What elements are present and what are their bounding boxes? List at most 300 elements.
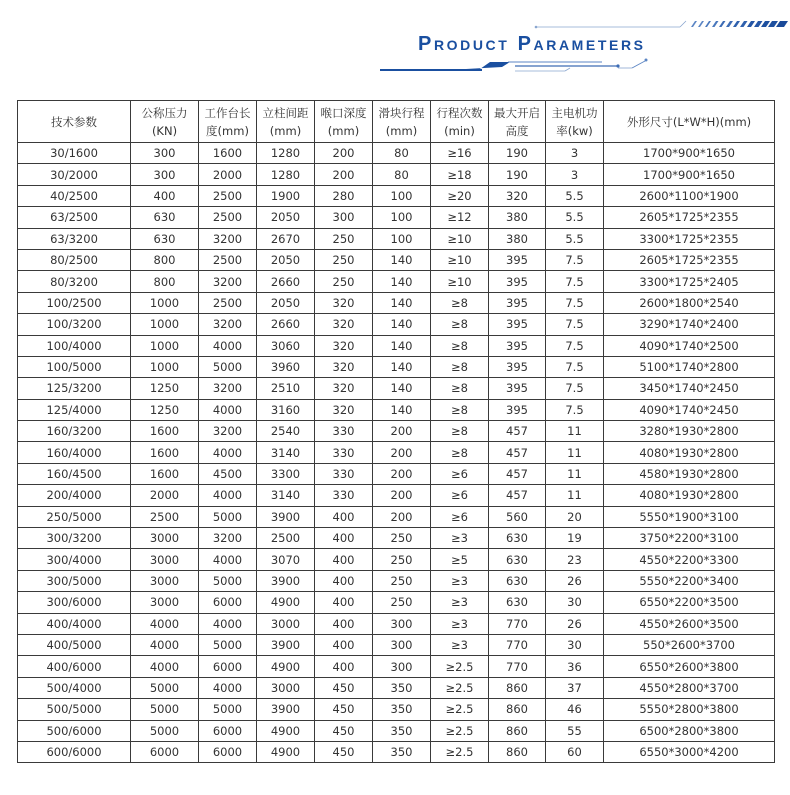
- table-cell: 400: [315, 656, 373, 677]
- table-cell: 7.5: [546, 314, 604, 335]
- table-cell: 7.5: [546, 249, 604, 270]
- table-cell: 5000: [199, 506, 257, 527]
- table-cell: 2500: [131, 506, 199, 527]
- table-cell: 7.5: [546, 356, 604, 377]
- table-cell: 3200: [199, 314, 257, 335]
- table-cell: 2500: [199, 207, 257, 228]
- table-cell: 457: [489, 421, 546, 442]
- table-cell: 320: [315, 378, 373, 399]
- table-cell: ≥12: [431, 207, 489, 228]
- table-cell: 320: [315, 335, 373, 356]
- table-cell: 1700*900*1650: [604, 164, 775, 185]
- table-cell: 6550*2200*3500: [604, 592, 775, 613]
- table-cell: ≥6: [431, 506, 489, 527]
- table-row: [18, 228, 775, 249]
- table-cell: 80: [373, 143, 431, 164]
- table-cell: 4900: [257, 720, 315, 741]
- header-text: (KN): [151, 123, 178, 138]
- table-cell: 3750*2200*3100: [604, 528, 775, 549]
- banner-node-icon: [616, 64, 619, 67]
- table-cell: 3000: [131, 592, 199, 613]
- table-cell: ≥10: [431, 228, 489, 249]
- table-cell: 400/5000: [18, 634, 131, 655]
- table-cell: 46: [546, 699, 604, 720]
- table-cell: 4000: [199, 335, 257, 356]
- table-cell: 300/3200: [18, 528, 131, 549]
- table-cell: 3070: [257, 549, 315, 570]
- table-row: [18, 207, 775, 228]
- table-cell: 5550*2200*3400: [604, 570, 775, 591]
- table-cell: 630: [489, 528, 546, 549]
- table-cell: 4000: [199, 677, 257, 698]
- table-cell: 190: [489, 164, 546, 185]
- table-cell: 80/3200: [18, 271, 131, 292]
- table-cell: 300: [373, 634, 431, 655]
- table-cell: 560: [489, 506, 546, 527]
- table-cell: 3280*1930*2800: [604, 421, 775, 442]
- table-cell: 4550*2600*3500: [604, 613, 775, 634]
- table-cell: 400: [315, 506, 373, 527]
- table-cell: 3060: [257, 335, 315, 356]
- table-cell: 160/4000: [18, 442, 131, 463]
- table-row: [18, 634, 775, 655]
- table-cell: 860: [489, 699, 546, 720]
- table-cell: 320: [315, 292, 373, 313]
- table-cell: 6000: [199, 741, 257, 762]
- table-cell: 300/4000: [18, 549, 131, 570]
- table-cell: 2510: [257, 378, 315, 399]
- table-cell: 3900: [257, 570, 315, 591]
- table-cell: 630: [131, 207, 199, 228]
- table-cell: ≥8: [431, 442, 489, 463]
- table-cell: 5.5: [546, 185, 604, 206]
- table-cell: 2605*1725*2355: [604, 249, 775, 270]
- table-row: [18, 677, 775, 698]
- table-cell: 395: [489, 314, 546, 335]
- table-cell: 280: [315, 185, 373, 206]
- table-cell: ≥3: [431, 613, 489, 634]
- table-cell: 80/2500: [18, 249, 131, 270]
- table-cell: 26: [546, 613, 604, 634]
- table-cell: 320: [315, 356, 373, 377]
- table-cell: 395: [489, 378, 546, 399]
- table-cell: 400: [315, 528, 373, 549]
- table-cell: 300/5000: [18, 570, 131, 591]
- table-cell: 3200: [199, 228, 257, 249]
- table-cell: 770: [489, 656, 546, 677]
- table-cell: 2605*1725*2355: [604, 207, 775, 228]
- table-cell: 300: [131, 164, 199, 185]
- table-cell: 250: [315, 228, 373, 249]
- table-cell: ≥8: [431, 314, 489, 335]
- table-row: [18, 699, 775, 720]
- table-cell: 2050: [257, 207, 315, 228]
- header-text: 高度: [505, 123, 529, 138]
- table-cell: ≥8: [431, 292, 489, 313]
- table-cell: 4000: [199, 485, 257, 506]
- table-cell: 1900: [257, 185, 315, 206]
- table-cell: 3000: [257, 613, 315, 634]
- table-cell: 400: [315, 592, 373, 613]
- table-cell: ≥2.5: [431, 741, 489, 762]
- table-cell: 3: [546, 164, 604, 185]
- table-cell: 200/4000: [18, 485, 131, 506]
- header-text: 喉口深度: [320, 105, 367, 120]
- table-cell: 2500: [257, 528, 315, 549]
- table-cell: 770: [489, 634, 546, 655]
- table-cell: 800: [131, 249, 199, 270]
- banner-top-diagonal: [680, 21, 686, 27]
- header-text: 度(mm): [206, 123, 249, 138]
- table-cell: ≥20: [431, 185, 489, 206]
- table-cell: ≥8: [431, 421, 489, 442]
- header-text: 立柱间距: [262, 105, 309, 120]
- table-cell: 3000: [131, 570, 199, 591]
- table-cell: ≥18: [431, 164, 489, 185]
- table-cell: 350: [373, 720, 431, 741]
- table-cell: 200: [373, 421, 431, 442]
- table-cell: 5550*2800*3800: [604, 699, 775, 720]
- table-cell: 4900: [257, 592, 315, 613]
- table-cell: 140: [373, 249, 431, 270]
- table-cell: 300: [131, 143, 199, 164]
- table-cell: 100: [373, 228, 431, 249]
- table-cell: 450: [315, 699, 373, 720]
- header-throat-depth: [315, 101, 373, 143]
- table-cell: 6550*2600*3800: [604, 656, 775, 677]
- table-cell: 3000: [257, 677, 315, 698]
- header-text: (mm): [385, 123, 418, 138]
- table-cell: 80: [373, 164, 431, 185]
- table-cell: ≥6: [431, 485, 489, 506]
- table-cell: 3200: [199, 271, 257, 292]
- table-cell: 3: [546, 143, 604, 164]
- table-cell: 630: [489, 570, 546, 591]
- table-cell: ≥8: [431, 356, 489, 377]
- header-text: 滑块行程: [378, 105, 425, 120]
- table-cell: 40/2500: [18, 185, 131, 206]
- table-cell: 100: [373, 185, 431, 206]
- table-cell: 380: [489, 228, 546, 249]
- table-cell: 140: [373, 271, 431, 292]
- header-stroke-count: [431, 101, 489, 143]
- table-cell: 2050: [257, 249, 315, 270]
- table-cell: 3200: [199, 528, 257, 549]
- table-cell: 6000: [199, 592, 257, 613]
- table-cell: 395: [489, 271, 546, 292]
- table-cell: 11: [546, 442, 604, 463]
- table-cell: 330: [315, 421, 373, 442]
- table-cell: 190: [489, 143, 546, 164]
- table-cell: 140: [373, 292, 431, 313]
- table-cell: 2500: [199, 185, 257, 206]
- table-cell: 250: [373, 592, 431, 613]
- table-cell: ≥8: [431, 378, 489, 399]
- table-cell: 457: [489, 485, 546, 506]
- table-row: [18, 421, 775, 442]
- banner-stripes: [691, 21, 788, 27]
- table-cell: 140: [373, 356, 431, 377]
- table-cell: 250: [315, 271, 373, 292]
- table-cell: 100: [373, 207, 431, 228]
- table-cell: 400: [131, 185, 199, 206]
- table-cell: 395: [489, 249, 546, 270]
- table-cell: 4000: [199, 549, 257, 570]
- table-cell: 2660: [257, 314, 315, 335]
- table-cell: ≥8: [431, 399, 489, 420]
- table-cell: 2500: [199, 249, 257, 270]
- header-text: (mm): [269, 123, 302, 138]
- table-row: [18, 185, 775, 206]
- table-cell: ≥3: [431, 528, 489, 549]
- table-cell: 4900: [257, 741, 315, 762]
- table-cell: 3900: [257, 699, 315, 720]
- table-row: [18, 378, 775, 399]
- table-cell: 5550*1900*3100: [604, 506, 775, 527]
- table-row: [18, 463, 775, 484]
- table-cell: 1600: [131, 463, 199, 484]
- table-cell: 3290*1740*2400: [604, 314, 775, 335]
- table-row: [18, 292, 775, 313]
- table-row: [18, 570, 775, 591]
- table-cell: 350: [373, 699, 431, 720]
- table-cell: 457: [489, 442, 546, 463]
- table-cell: 500/4000: [18, 677, 131, 698]
- table-cell: 4080*1930*2800: [604, 485, 775, 506]
- table-cell: 140: [373, 378, 431, 399]
- table-row: [18, 506, 775, 527]
- table-cell: 300: [373, 613, 431, 634]
- table-cell: 160/4500: [18, 463, 131, 484]
- table-row: [18, 528, 775, 549]
- table-header-row: [18, 101, 775, 143]
- table-cell: 7.5: [546, 399, 604, 420]
- table-cell: 1600: [199, 143, 257, 164]
- table-row: [18, 143, 775, 164]
- table-cell: 11: [546, 421, 604, 442]
- table-cell: 320: [315, 399, 373, 420]
- table-cell: 3900: [257, 634, 315, 655]
- table-cell: 2000: [131, 485, 199, 506]
- table-cell: ≥5: [431, 549, 489, 570]
- table-row: [18, 249, 775, 270]
- table-cell: 1250: [131, 399, 199, 420]
- table-cell: 400: [315, 549, 373, 570]
- table-cell: 100/4000: [18, 335, 131, 356]
- table-cell: 250: [315, 249, 373, 270]
- header-text: (min): [444, 123, 475, 138]
- table-cell: 330: [315, 463, 373, 484]
- table-cell: 2000: [199, 164, 257, 185]
- table-cell: ≥6: [431, 463, 489, 484]
- table-cell: 400/4000: [18, 613, 131, 634]
- table-cell: 2500: [199, 292, 257, 313]
- table-cell: 250/5000: [18, 506, 131, 527]
- table-cell: 5000: [131, 720, 199, 741]
- table-cell: 37: [546, 677, 604, 698]
- table-cell: 6000: [131, 741, 199, 762]
- table-cell: 7.5: [546, 271, 604, 292]
- product-parameters-table: [17, 100, 775, 763]
- table-cell: 200: [373, 506, 431, 527]
- table-cell: 5.5: [546, 228, 604, 249]
- table-cell: ≥2.5: [431, 656, 489, 677]
- table-row: [18, 613, 775, 634]
- table-cell: 3160: [257, 399, 315, 420]
- table-cell: 860: [489, 741, 546, 762]
- table-cell: 200: [373, 485, 431, 506]
- table-cell: ≥2.5: [431, 677, 489, 698]
- table-row: [18, 164, 775, 185]
- header-text: 最大开启: [494, 105, 540, 120]
- table-cell: 300: [315, 207, 373, 228]
- table-cell: 7.5: [546, 292, 604, 313]
- table-cell: 200: [315, 164, 373, 185]
- table-cell: 330: [315, 442, 373, 463]
- header-text: 技术参数: [51, 114, 97, 129]
- table-cell: 4000: [131, 634, 199, 655]
- table-cell: 5.5: [546, 207, 604, 228]
- table-cell: 320: [489, 185, 546, 206]
- table-cell: 26: [546, 570, 604, 591]
- table-cell: 4550*2800*3700: [604, 677, 775, 698]
- table-cell: 3300*1725*2355: [604, 228, 775, 249]
- table-cell: 550*2600*3700: [604, 634, 775, 655]
- table-cell: 1280: [257, 164, 315, 185]
- table-cell: 800: [131, 271, 199, 292]
- table-cell: 5000: [199, 699, 257, 720]
- table-row: [18, 335, 775, 356]
- table-cell: 395: [489, 292, 546, 313]
- banner-line-6: [565, 68, 570, 71]
- table-cell: 60: [546, 741, 604, 762]
- table-cell: 500/5000: [18, 699, 131, 720]
- header-motor-power: [546, 101, 604, 143]
- table-row: [18, 314, 775, 335]
- table-cell: 1600: [131, 421, 199, 442]
- table-cell: 23: [546, 549, 604, 570]
- table-cell: 3450*1740*2450: [604, 378, 775, 399]
- table-cell: 300/6000: [18, 592, 131, 613]
- table-cell: 1000: [131, 314, 199, 335]
- table-cell: 860: [489, 720, 546, 741]
- table-cell: 11: [546, 485, 604, 506]
- table-cell: 1000: [131, 356, 199, 377]
- table-cell: 630: [131, 228, 199, 249]
- table-cell: 200: [373, 442, 431, 463]
- table-cell: 6000: [199, 720, 257, 741]
- table-cell: 7.5: [546, 335, 604, 356]
- table-cell: 1600: [131, 442, 199, 463]
- table-cell: 3000: [131, 528, 199, 549]
- table-row: [18, 485, 775, 506]
- table-row: [18, 656, 775, 677]
- table-cell: 200: [315, 143, 373, 164]
- table-cell: 1280: [257, 143, 315, 164]
- table-cell: 457: [489, 463, 546, 484]
- table-cell: 860: [489, 677, 546, 698]
- table-row: [18, 271, 775, 292]
- table-cell: 100/2500: [18, 292, 131, 313]
- header-slide-stroke: [373, 101, 431, 143]
- table-cell: ≥3: [431, 592, 489, 613]
- table-cell: 1000: [131, 335, 199, 356]
- header-text: (mm): [327, 123, 360, 138]
- table-cell: 3200: [199, 421, 257, 442]
- header-table-length: [199, 101, 257, 143]
- table-cell: ≥10: [431, 271, 489, 292]
- table-cell: 350: [373, 677, 431, 698]
- table-cell: ≥3: [431, 570, 489, 591]
- table-cell: 2050: [257, 292, 315, 313]
- table-cell: 30/1600: [18, 143, 131, 164]
- table-cell: 140: [373, 399, 431, 420]
- table-cell: 3200: [199, 378, 257, 399]
- table-row: [18, 442, 775, 463]
- header-text: 工作台长: [204, 105, 251, 120]
- table-cell: 2660: [257, 271, 315, 292]
- table-cell: 160/3200: [18, 421, 131, 442]
- table-cell: 30/2000: [18, 164, 131, 185]
- table-cell: 770: [489, 613, 546, 634]
- header-text: 公称压力: [141, 105, 188, 120]
- table-cell: 395: [489, 399, 546, 420]
- table-cell: 3900: [257, 506, 315, 527]
- table-cell: 4090*1740*2450: [604, 399, 775, 420]
- table-cell: 450: [315, 720, 373, 741]
- table-cell: 4000: [199, 442, 257, 463]
- table-cell: 30: [546, 634, 604, 655]
- table-cell: 7.5: [546, 378, 604, 399]
- table-cell: 4090*1740*2500: [604, 335, 775, 356]
- table-cell: 1250: [131, 378, 199, 399]
- table-cell: 2540: [257, 421, 315, 442]
- table-cell: 600/6000: [18, 741, 131, 762]
- table-cell: 1000: [131, 292, 199, 313]
- header-overall-dimensions: [604, 101, 775, 143]
- table-cell: ≥16: [431, 143, 489, 164]
- table-cell: 2600*1100*1900: [604, 185, 775, 206]
- table-cell: 3000: [131, 549, 199, 570]
- table-cell: 3300*1725*2405: [604, 271, 775, 292]
- table-cell: 5000: [199, 356, 257, 377]
- table-cell: ≥8: [431, 335, 489, 356]
- table-row: [18, 549, 775, 570]
- table-row: [18, 741, 775, 762]
- table-cell: 4080*1930*2800: [604, 442, 775, 463]
- table-cell: 395: [489, 335, 546, 356]
- table-cell: 250: [373, 528, 431, 549]
- table-cell: 4000: [131, 656, 199, 677]
- table-cell: 400: [315, 570, 373, 591]
- table-row: [18, 592, 775, 613]
- table-body: [18, 143, 775, 763]
- table-cell: ≥2.5: [431, 720, 489, 741]
- table-cell: 5000: [131, 677, 199, 698]
- table-cell: 55: [546, 720, 604, 741]
- table-cell: 5000: [131, 699, 199, 720]
- table-cell: 2600*1800*2540: [604, 292, 775, 313]
- table-cell: 630: [489, 549, 546, 570]
- table-cell: 4000: [199, 399, 257, 420]
- table-cell: 4000: [199, 613, 257, 634]
- table-cell: ≥2.5: [431, 699, 489, 720]
- table-cell: ≥3: [431, 634, 489, 655]
- table-cell: 20: [546, 506, 604, 527]
- table-cell: 450: [315, 677, 373, 698]
- table-cell: 30: [546, 592, 604, 613]
- banner-node-icon-2: [645, 59, 648, 62]
